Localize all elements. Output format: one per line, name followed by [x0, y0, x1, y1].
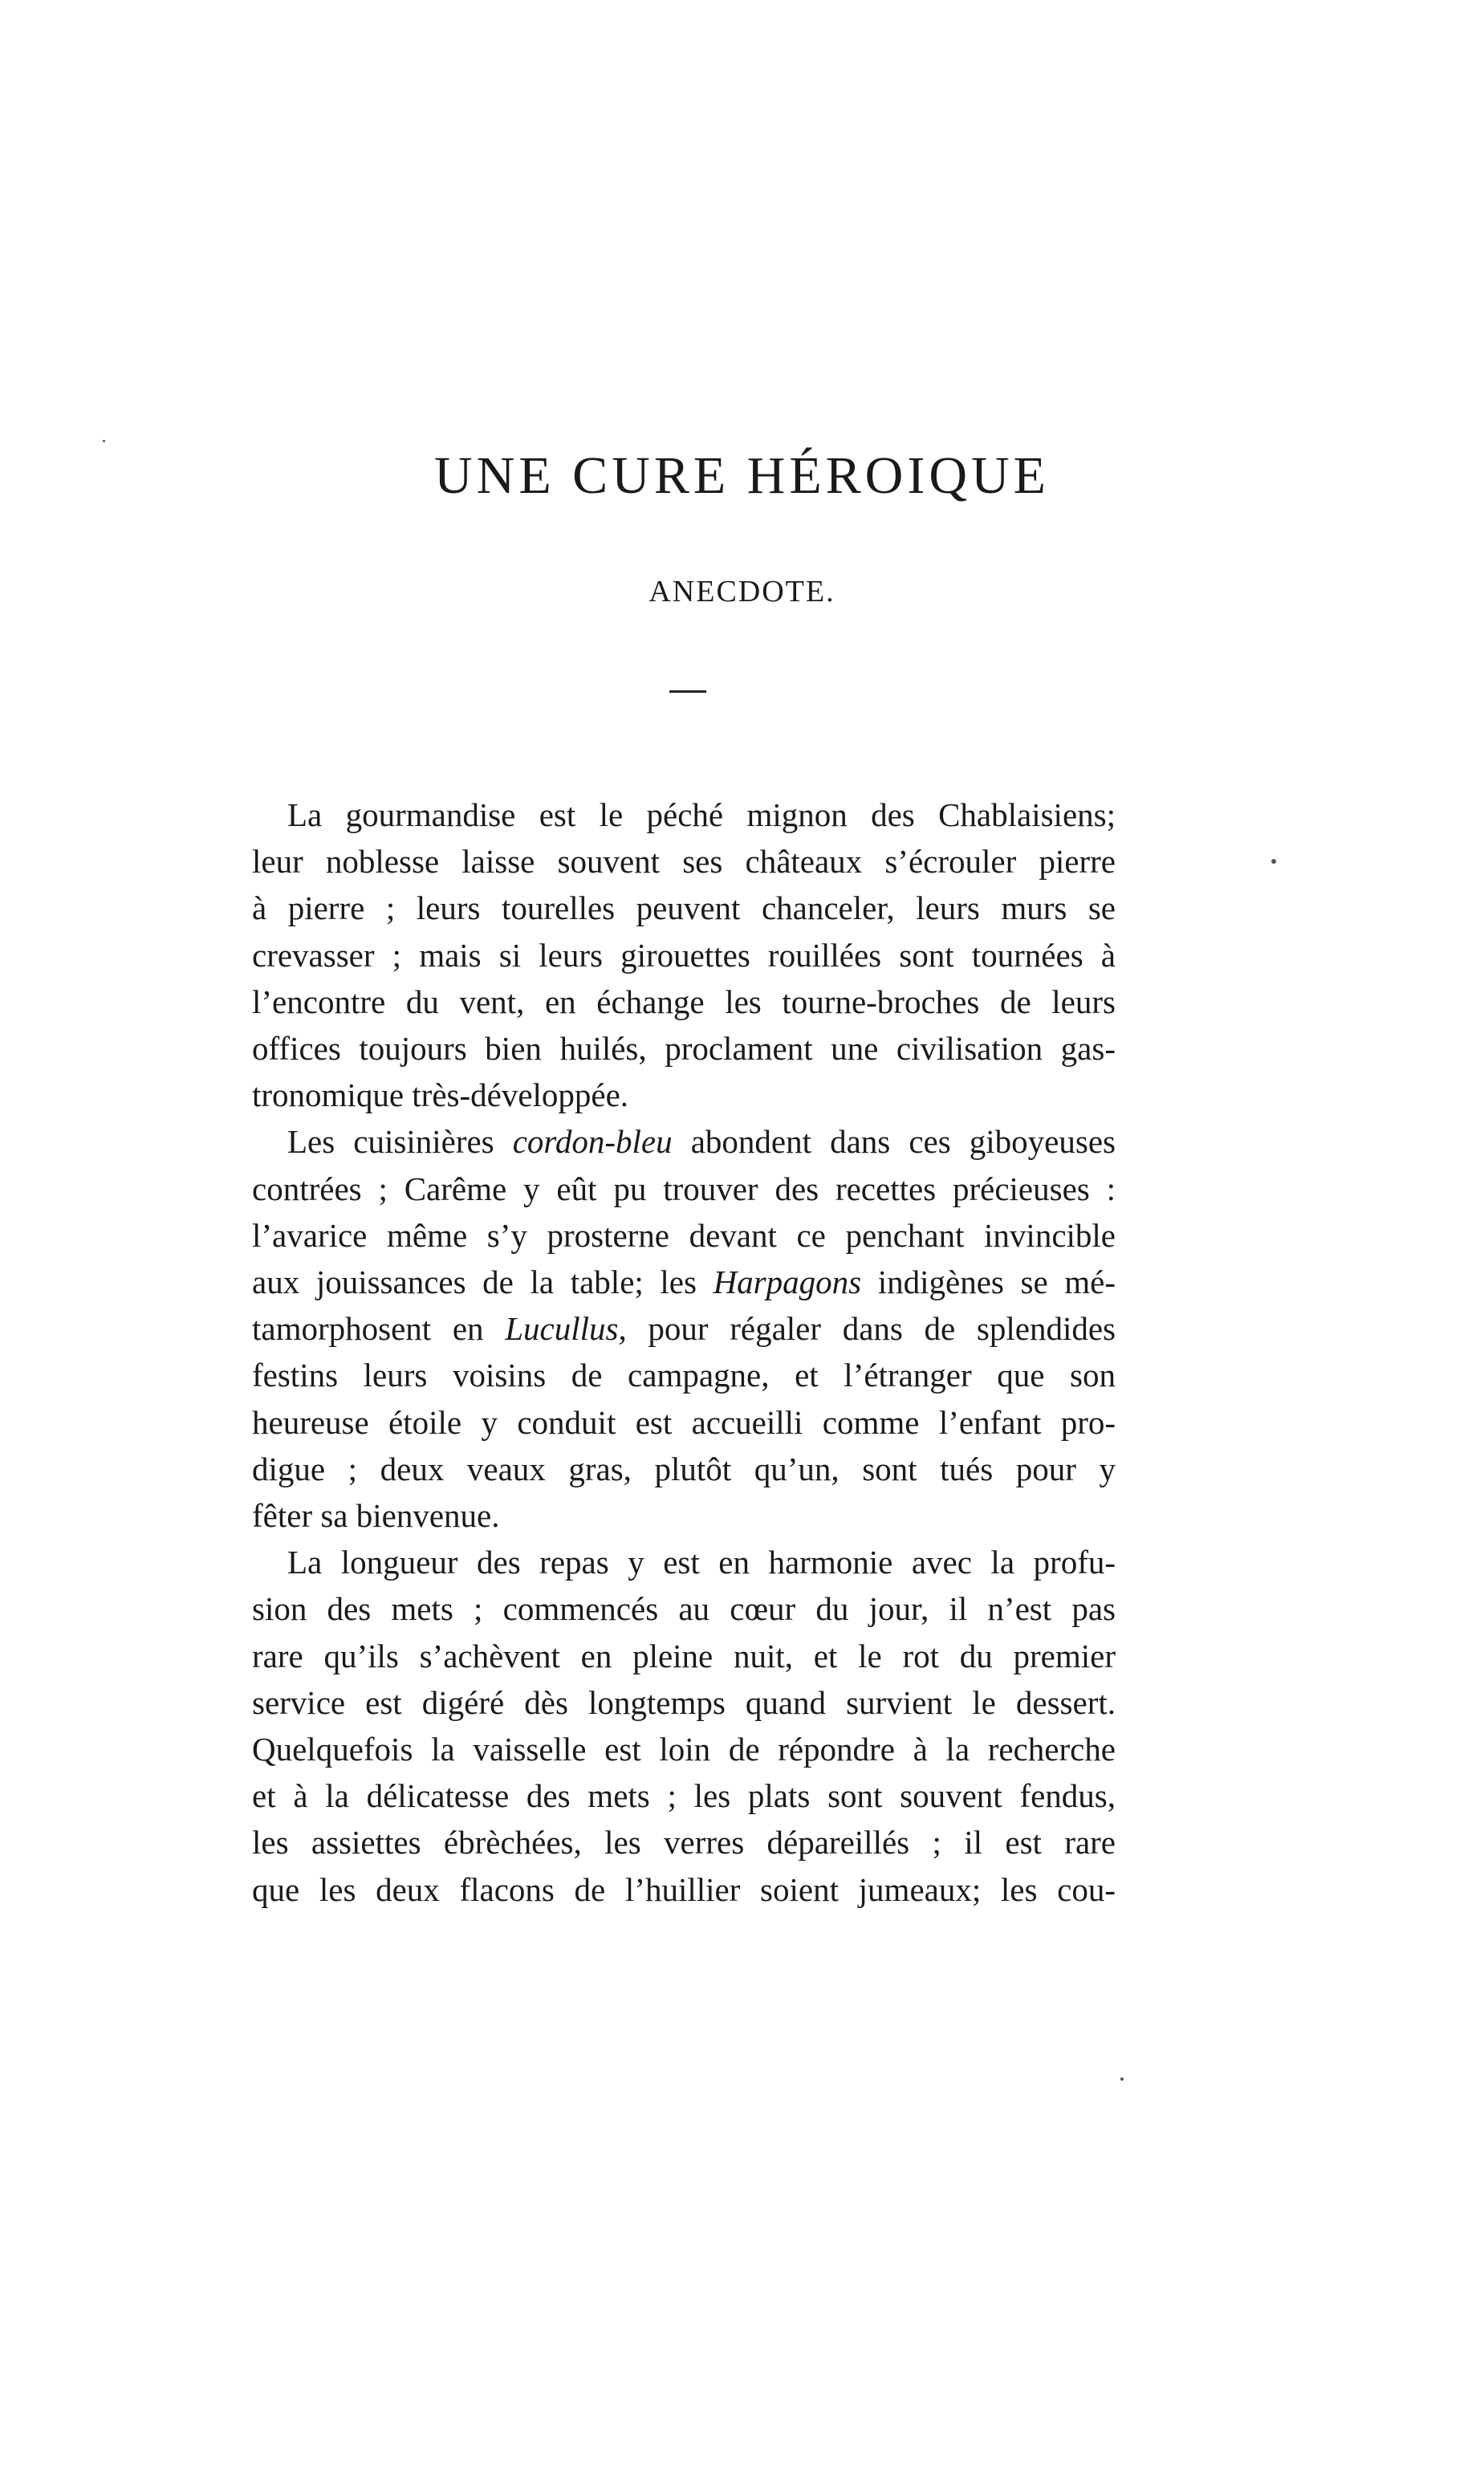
paragraph: [252, 1118, 1116, 1539]
text-segment: , pour régaler dans de splendides: [618, 1310, 1116, 1348]
text-line: offices toujours bien huilés, proclament une civilisation gas-: [252, 1030, 1116, 1068]
text-segment: Les cuisinières: [287, 1123, 513, 1161]
text-segment: tamorphosent en: [252, 1310, 506, 1348]
text-line: rare qu’ils s’achèvent en pleine nuit, et le rot du premier: [252, 1637, 1116, 1674]
text-line: tronomique très-développée.: [252, 1076, 629, 1114]
text-line: leur noblesse laisse souvent ses châteaux s’écrouler pierre: [252, 843, 1116, 881]
text-line: que les deux flacons de l’huillier soient jumeaux; les cou-: [252, 1870, 1116, 1908]
text-line: les assiettes ébrèchées, les verres dépareillés ; il est rare: [252, 1824, 1116, 1862]
separator-rule: [669, 690, 706, 693]
italic-term: Lucullus: [505, 1310, 619, 1348]
text-line: service est digéré dès longtemps quand survient le dessert.: [252, 1683, 1116, 1721]
text-segment: abondent dans ces giboyeuses: [672, 1123, 1116, 1161]
text-line: Quelquefois la vaisselle est loin de répondre à la recherche: [252, 1731, 1116, 1768]
text-line: La gourmandise est le péché mignon des Chablaisiens;: [287, 796, 1116, 833]
text-line: La longueur des repas y est en harmonie avec la profu-: [287, 1544, 1116, 1581]
italic-term: cordon-bleu: [512, 1123, 673, 1161]
scan-speck: [1120, 2077, 1124, 2081]
text-line: crevasser ; mais si leurs girouettes rouillées sont tournées à: [252, 936, 1116, 974]
text-line: digue ; deux veaux gras, plutôt qu’un, sont tués pour y: [252, 1450, 1116, 1487]
text-line: l’encontre du vent, en échange les tourne-broches de leurs: [252, 983, 1116, 1020]
text-line: festins leurs voisins de campagne, et l’étranger que son: [252, 1357, 1116, 1394]
text-line: [252, 1305, 1116, 1352]
text-segment: aux jouissances de la table; les: [252, 1263, 714, 1301]
text-line: contrées ; Carême y eût pu trouver des recettes précieuses :: [252, 1170, 1116, 1207]
paragraph: [252, 1539, 1116, 1913]
chapter-title: UNE CURE HÉROIQUE: [434, 446, 1050, 505]
text-line: l’avarice même s’y prosterne devant ce penchant invincible: [252, 1216, 1116, 1254]
text-line: à pierre ; leurs tourelles peuvent chanceler, leurs murs se: [252, 889, 1116, 927]
scan-speck: [103, 440, 105, 442]
italic-term: Harpagons: [713, 1263, 862, 1301]
text-line: heureuse étoile y conduit est accueilli comme l’enfant pro-: [252, 1403, 1116, 1441]
text-segment: indigènes se mé-: [861, 1263, 1116, 1301]
text-line: [252, 1259, 1116, 1305]
text-line: et à la délicatesse des mets ; les plats sont souvent fendus,: [252, 1777, 1116, 1815]
body-text: [252, 791, 1116, 1913]
text-line: [252, 1118, 1116, 1165]
text-line: sion des mets ; commencés au cœur du jour, il n’est pas: [252, 1590, 1116, 1628]
paragraph: [252, 791, 1116, 1118]
text-line: fêter sa bienvenue.: [252, 1497, 500, 1535]
scan-speck: [1271, 859, 1276, 864]
chapter-subtitle: ANECDOTE.: [648, 575, 836, 608]
